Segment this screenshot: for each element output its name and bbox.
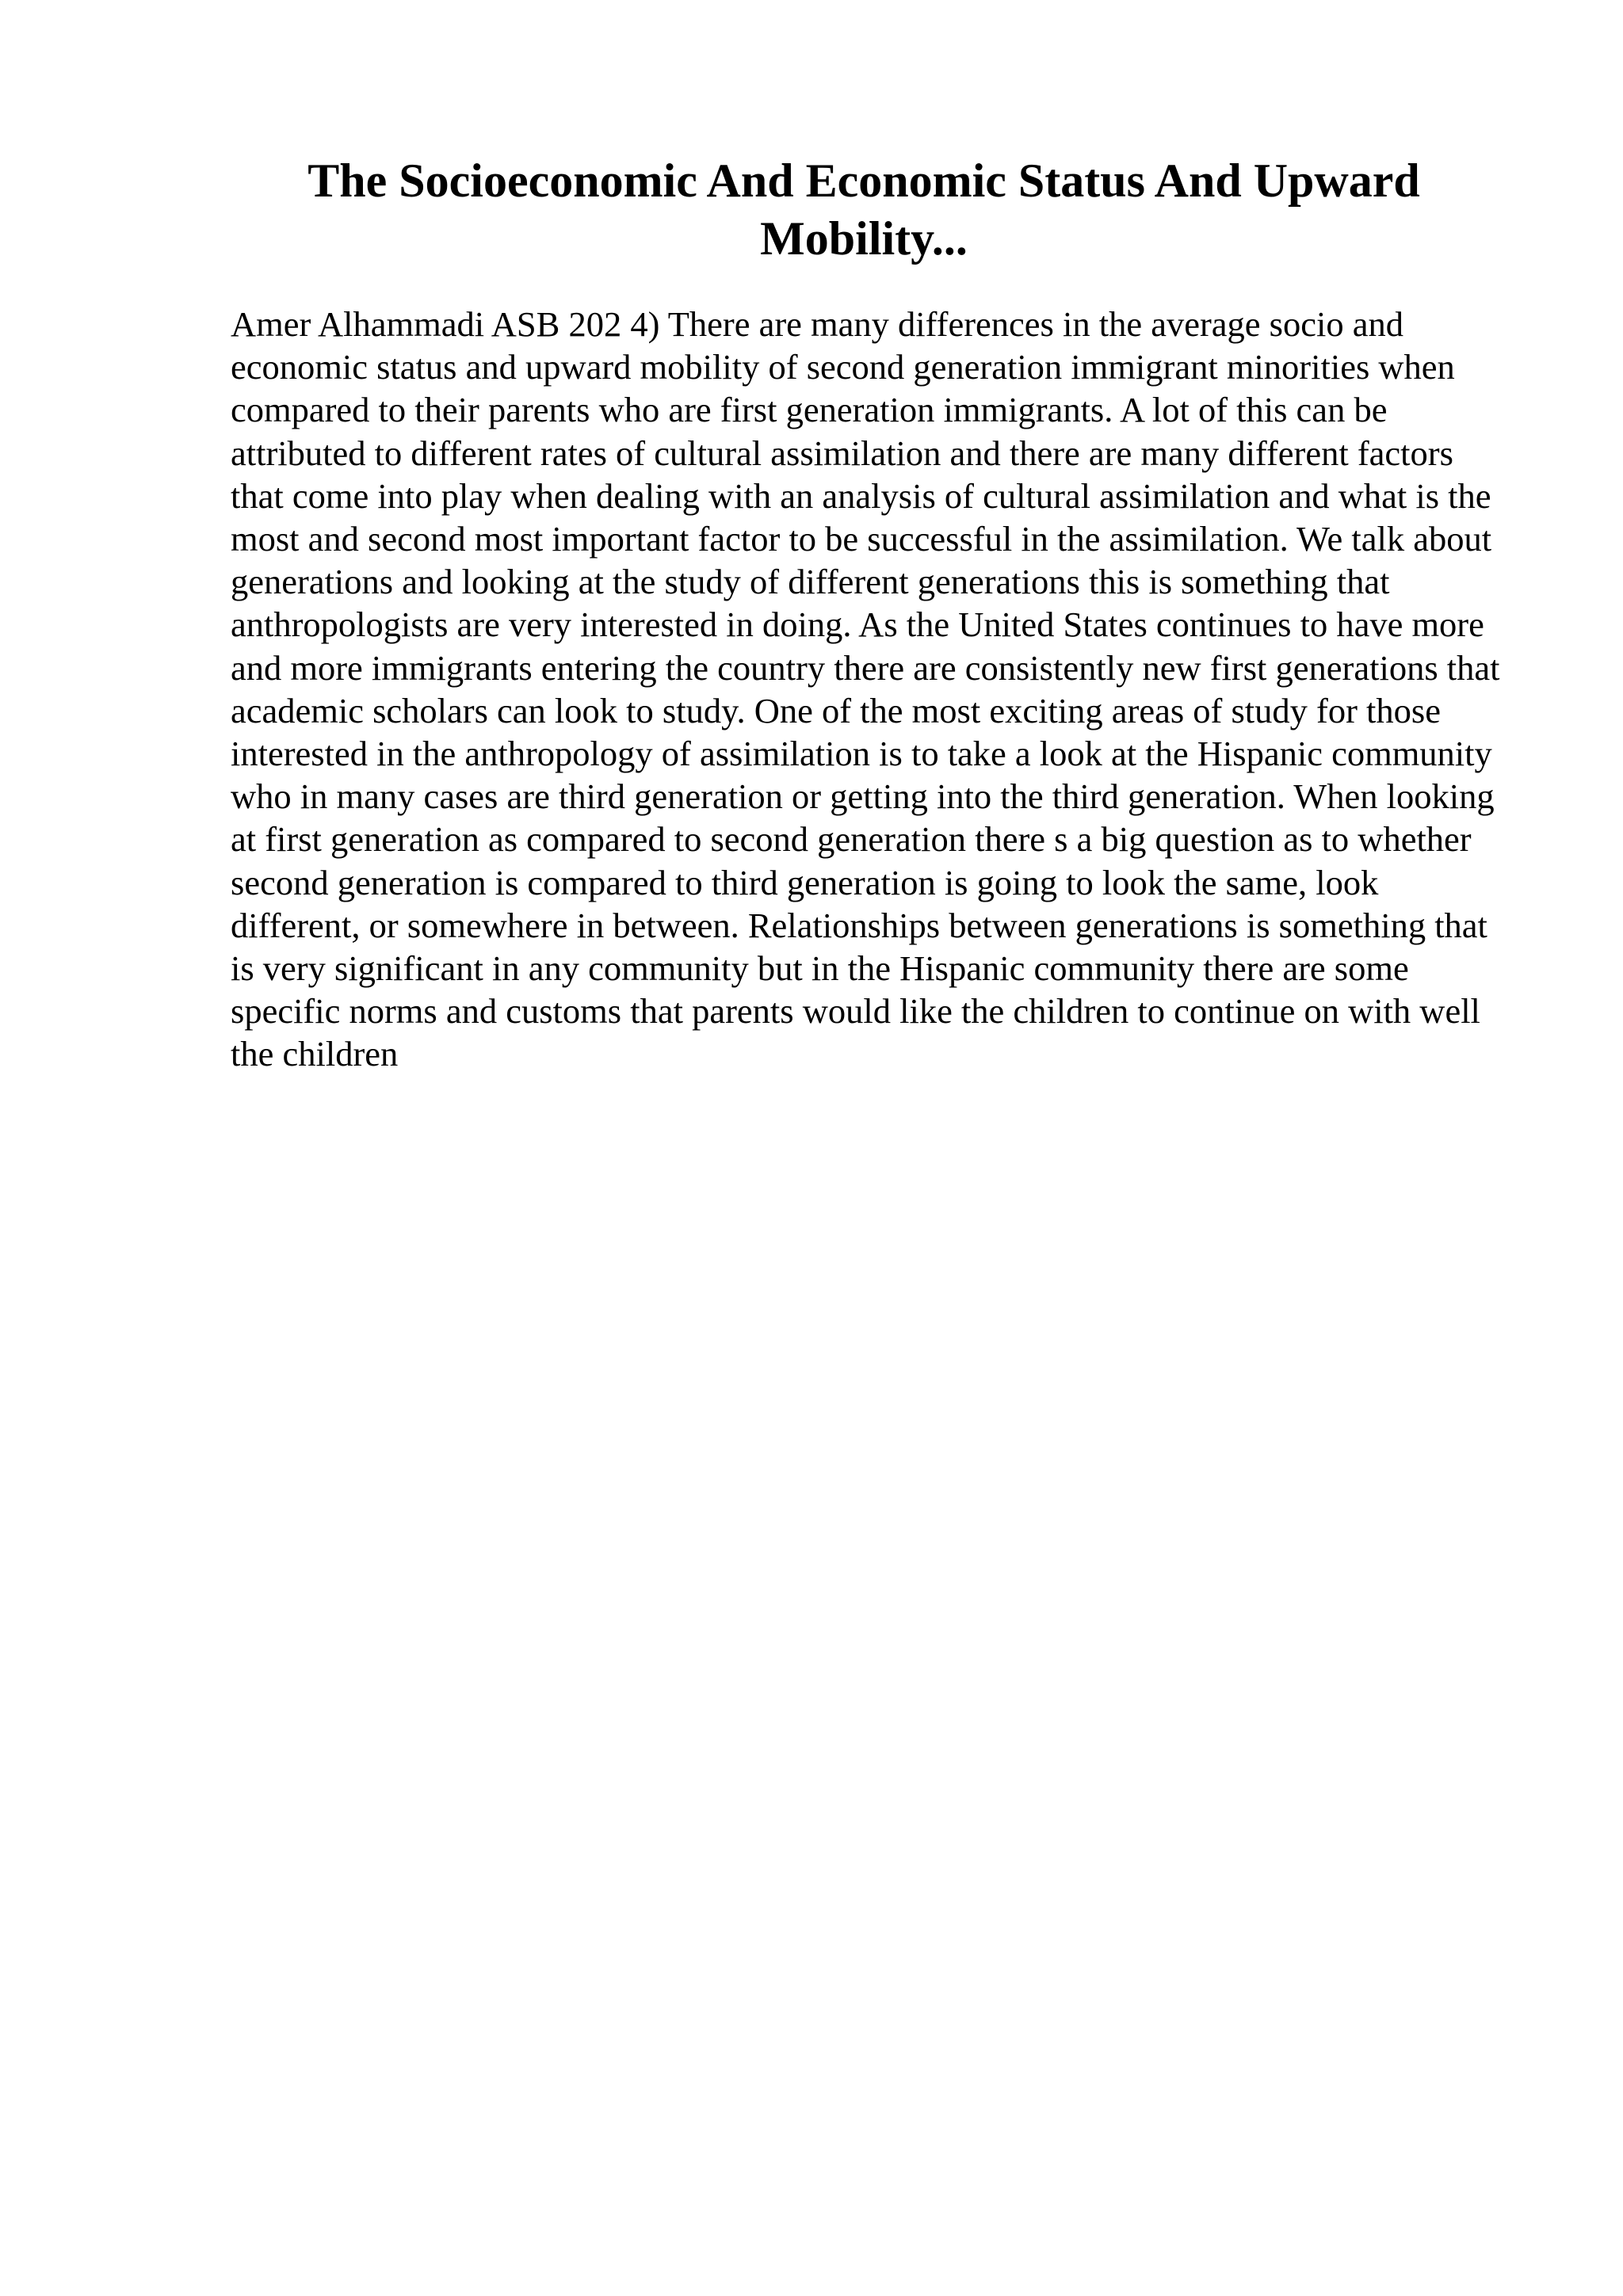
document-body-paragraph: Amer Alhammadi ASB 202 4) There are many differences in the average socio and economic status and upward mobility of second generation immigrant minorities when compared to their parents who are first generation immigrants. A lot of this can be attributed to different rates of cultural assimilation and there are many different factors that come into play when dealing with an analysis of cultural assimilation and what is the most and second most important factor to be successful in the assimilation. We talk about generations and looking at the study of different generations this is something that anthropologists are very interested in doing. As the United States continues to have more and more immigrants entering the country there are consistently new first generations that academic scholars can look to study. One of the most exciting areas of study for those interested in the anthropology of assimilation is to take a look at the Hispanic community who in many cases are third generation or getting into the third generation. When looking at first generation as compared to second generation there s a big question as to whether second generation is compared to third generation is going to look the same, look different, or somewhere in between. Relationships between generations is something that is very significant in any community but in the Hispanic community there are some specific norms and customs that parents would like the children to continue on with well the children [231,304,1500,1074]
document-title: The Socioeconomic And Economic Status And Upward Mobility... [307,154,1420,265]
